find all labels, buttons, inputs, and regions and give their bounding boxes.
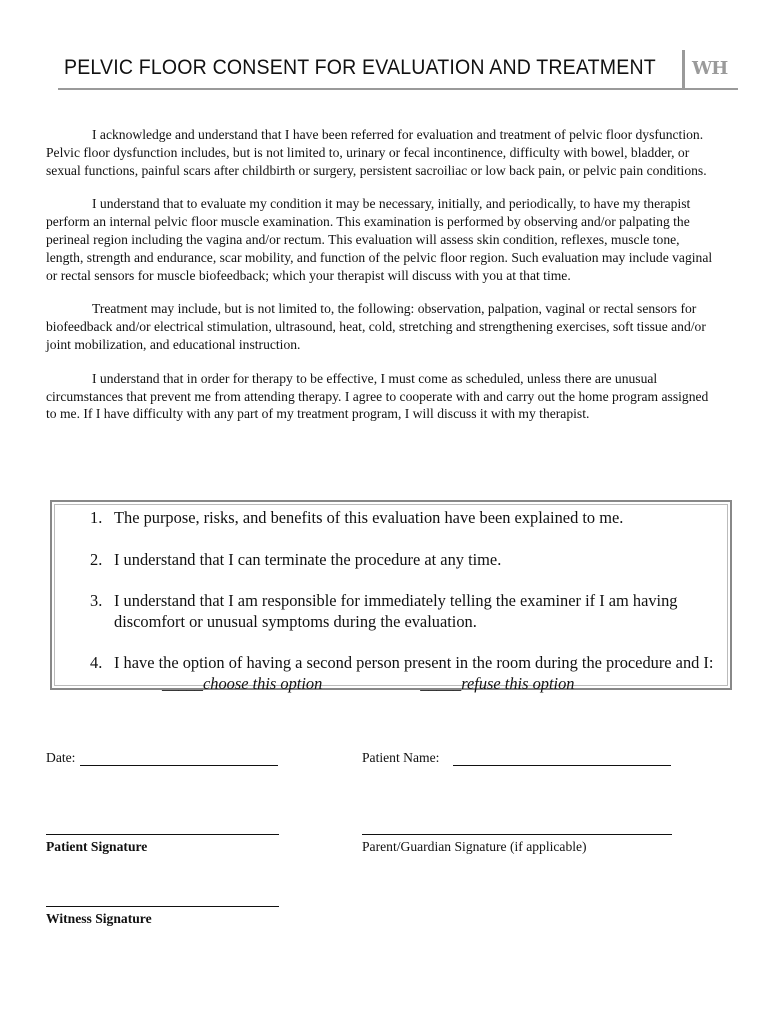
paragraph-treatment: Treatment may include, but is not limited to, the following: observation, palpation, vaginal or rectal sensors for biofeedback and/or electrical stimulation, ultrasound, heat, cold, stretching and strengthening exercises, soft tissue and/or joint mobilization, and educational instruction. <box>46 301 706 352</box>
statement-number: 1. <box>90 508 103 527</box>
patient-signature-line[interactable] <box>46 834 279 835</box>
refuse-option-blank[interactable]: _____ <box>420 673 462 693</box>
guardian-signature-label: Parent/Guardian Signature (if applicable) <box>362 839 587 854</box>
paragraph-referral: I acknowledge and understand that I have been referred for evaluation and treatment of pelvic floor dysfunction. Pelvic floor dysfunction includes, but is not limited to, urinary or fecal incontinence, difficulty with bowel, bladder, or sexual functions, painful scars after childbirth or surgery, persistent sacroiliac or low back pain, or pelvic pain conditions. <box>46 127 707 178</box>
refuse-option-label: refuse this option <box>461 673 575 693</box>
statement-number: 2. <box>90 549 103 569</box>
consent-body <box>46 126 718 439</box>
statement-number: 3. <box>90 591 103 610</box>
statement-number: 4. <box>90 653 103 672</box>
acknowledgement-list <box>90 508 730 694</box>
statement-text: The purpose, risks, and benefits of this evaluation have been explained to me. <box>114 508 624 527</box>
document-header <box>58 50 738 90</box>
date-field[interactable] <box>80 765 278 766</box>
witness-signature-label: Witness Signature <box>46 911 152 926</box>
paragraph-evaluation: I understand that to evaluate my condition it may be necessary, initially, and periodically, to have my therapist perform an internal pelvic floor muscle examination. This examination is performed by observing and/or palpating the perineal region including the vagina and/or rectum. This evaluation will assess skin condition, reflexes, muscle tone, length, strength and endurance, scar mobility, and function of the pelvic floor region. Such evaluation may include vaginal or rectal sensors for muscle biofeedback; which your therapist will discuss with you at that time. <box>46 196 713 283</box>
patient-name-label: Patient Name: <box>362 750 440 765</box>
patient-signature-label: Patient Signature <box>46 839 148 854</box>
statement-1 <box>90 508 730 529</box>
statement-text: I have the option of having a second person present in the room during the procedure and I: <box>114 653 714 672</box>
acknowledgement-box <box>50 500 732 693</box>
statement-text: I understand that I am responsible for immediately telling the examiner if I am having discomfort or unusual symptoms during the evaluation. <box>114 591 678 631</box>
statement-2 <box>90 550 730 571</box>
paragraph-attendance: I understand that in order for therapy to be effective, I must come as scheduled, unless there are unusual circumstances that prevent me from attending therapy. I agree to cooperate with and carry out the home program assigned to me. If I have difficulty with any part of my treatment program, I will discuss it with my therapist. <box>46 370 709 422</box>
guardian-signature-line[interactable] <box>362 834 672 835</box>
header-rule <box>58 88 738 90</box>
wh-logo: WH <box>692 58 728 79</box>
statement-3 <box>90 591 730 632</box>
document-title: PELVIC FLOOR CONSENT FOR EVALUATION AND TREATMENT <box>64 56 656 79</box>
statement-text: I understand that I can terminate the procedure at any time. <box>114 549 502 569</box>
statement-4 <box>90 653 730 694</box>
choose-option-label: choose this option <box>202 673 323 693</box>
choose-option-blank[interactable]: _____ <box>162 673 203 693</box>
date-label: Date: <box>46 750 76 765</box>
witness-signature-line[interactable] <box>46 906 279 907</box>
header-divider <box>682 50 685 88</box>
patient-name-field[interactable] <box>453 765 671 766</box>
